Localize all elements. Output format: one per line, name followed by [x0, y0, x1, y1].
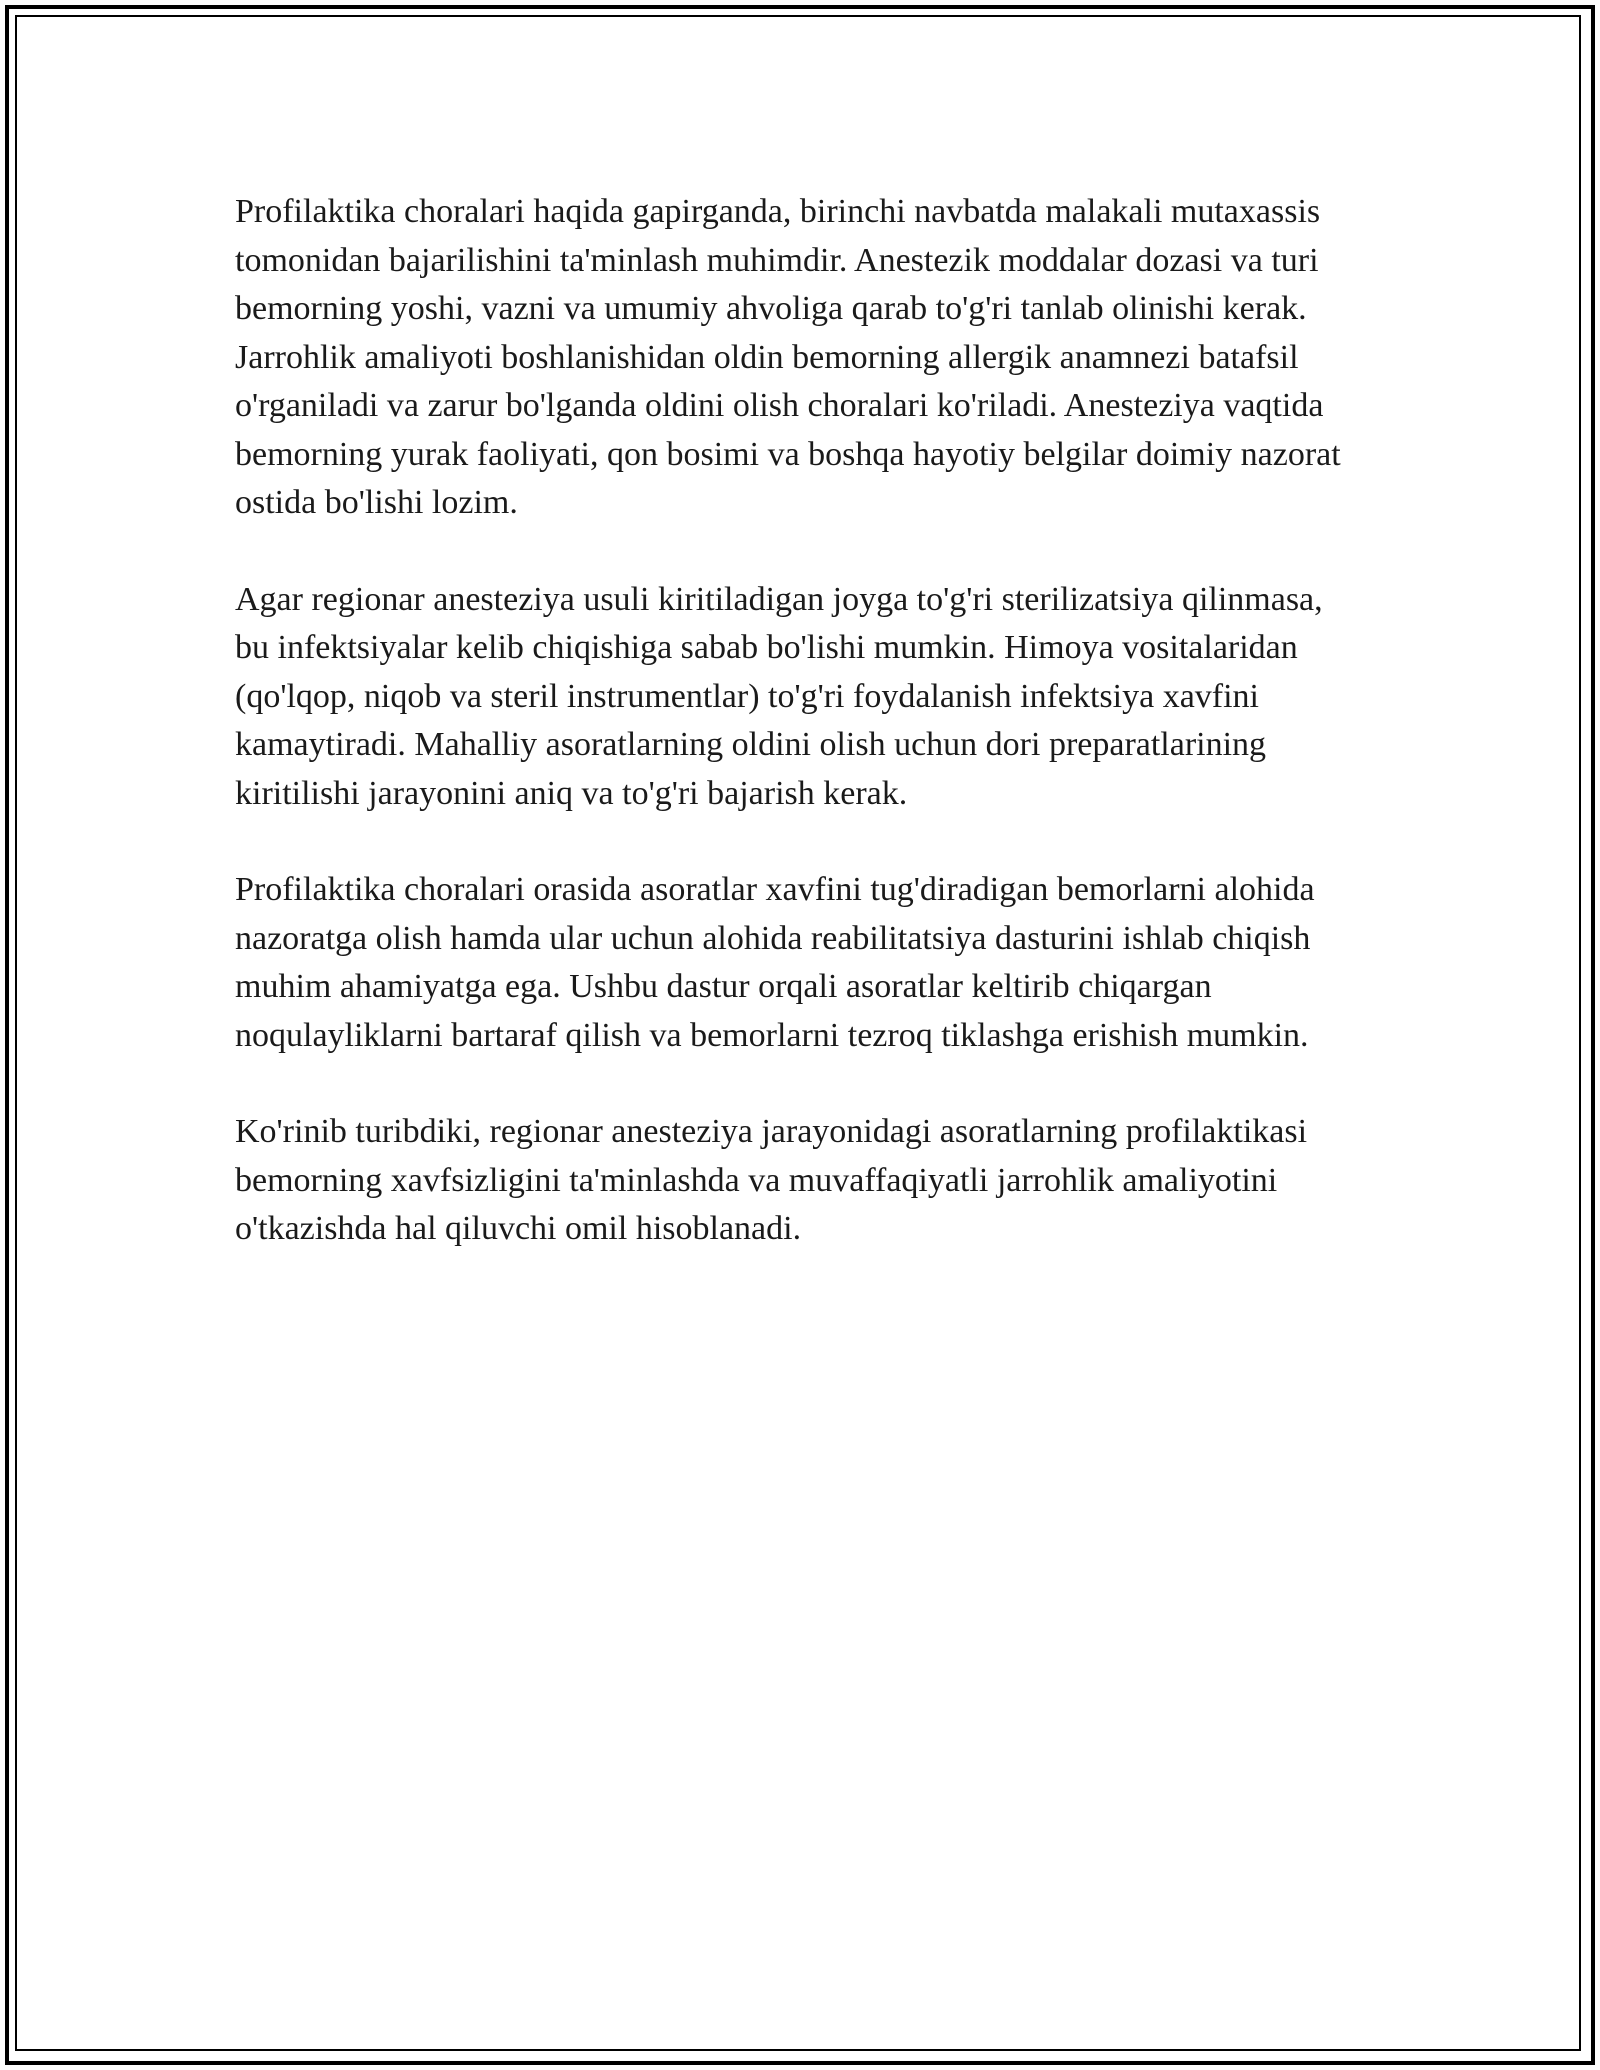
paragraph-3: Profilaktika choralari orasida asoratlar xavfini tug'diradigan bemorlarni alohida nazoratga olish hamda ular uchun alohida reabilitatsiya dasturini ishlab chiqish muhim ahamiyatga ega. Ushbu dastur orqali asoratlar keltirib chiqargan noqulayliklarni bartaraf qilish va bemorlarni tezroq tiklashga erishish mumkin.: [235, 871, 1315, 1054]
paragraph-1: Profilaktika choralari haqida gapirganda, birinchi navbatda malakali mutaxassis tomonidan bajarilishini ta'minlash muhimdir. Anestezik moddalar dozasi va turi bemorning yoshi, vazni va umumiy ahvoliga qarab to'g'ri tanlab olinishi kerak. Jarrohlik amaliyoti boshlanishidan oldin bemorning allergik anamnezi batafsil o'rganiladi va zarur bo'lganda oldini olish choralari ko'riladi. Anesteziya vaqtida bemorning yurak faoliyati, qon bosimi va boshqa hayotiy belgilar doimiy nazorat ostida bo'lishi lozim.: [235, 193, 1341, 521]
paragraph-2: Agar regionar anesteziya usuli kiritiladigan joyga to'g'ri sterilizatsiya qilinmasa, bu infektsiyalar kelib chiqishiga sabab bo'lishi mumkin. Himoya vositalaridan (qo'lqop, niqob va steril instrumentlar) to'g'ri foydalanish infektsiya xavfini kamaytiradi. Mahalliy asoratlarning oldini olish uchun dori preparatlarining kiritilishi jarayonini aniq va to'g'ri bajarish kerak.: [235, 580, 1323, 812]
document-body: [235, 188, 1365, 1302]
paragraph-4: Ko'rinib turibdiki, regionar anesteziya jarayonidagi asoratlarning profilaktikasi bemorning xavfsizligini ta'minlashda va muvaffaqiyatli jarrohlik amaliyotini o'tkazishda hal qiluvchi omil hisoblanadi.: [235, 1113, 1308, 1247]
